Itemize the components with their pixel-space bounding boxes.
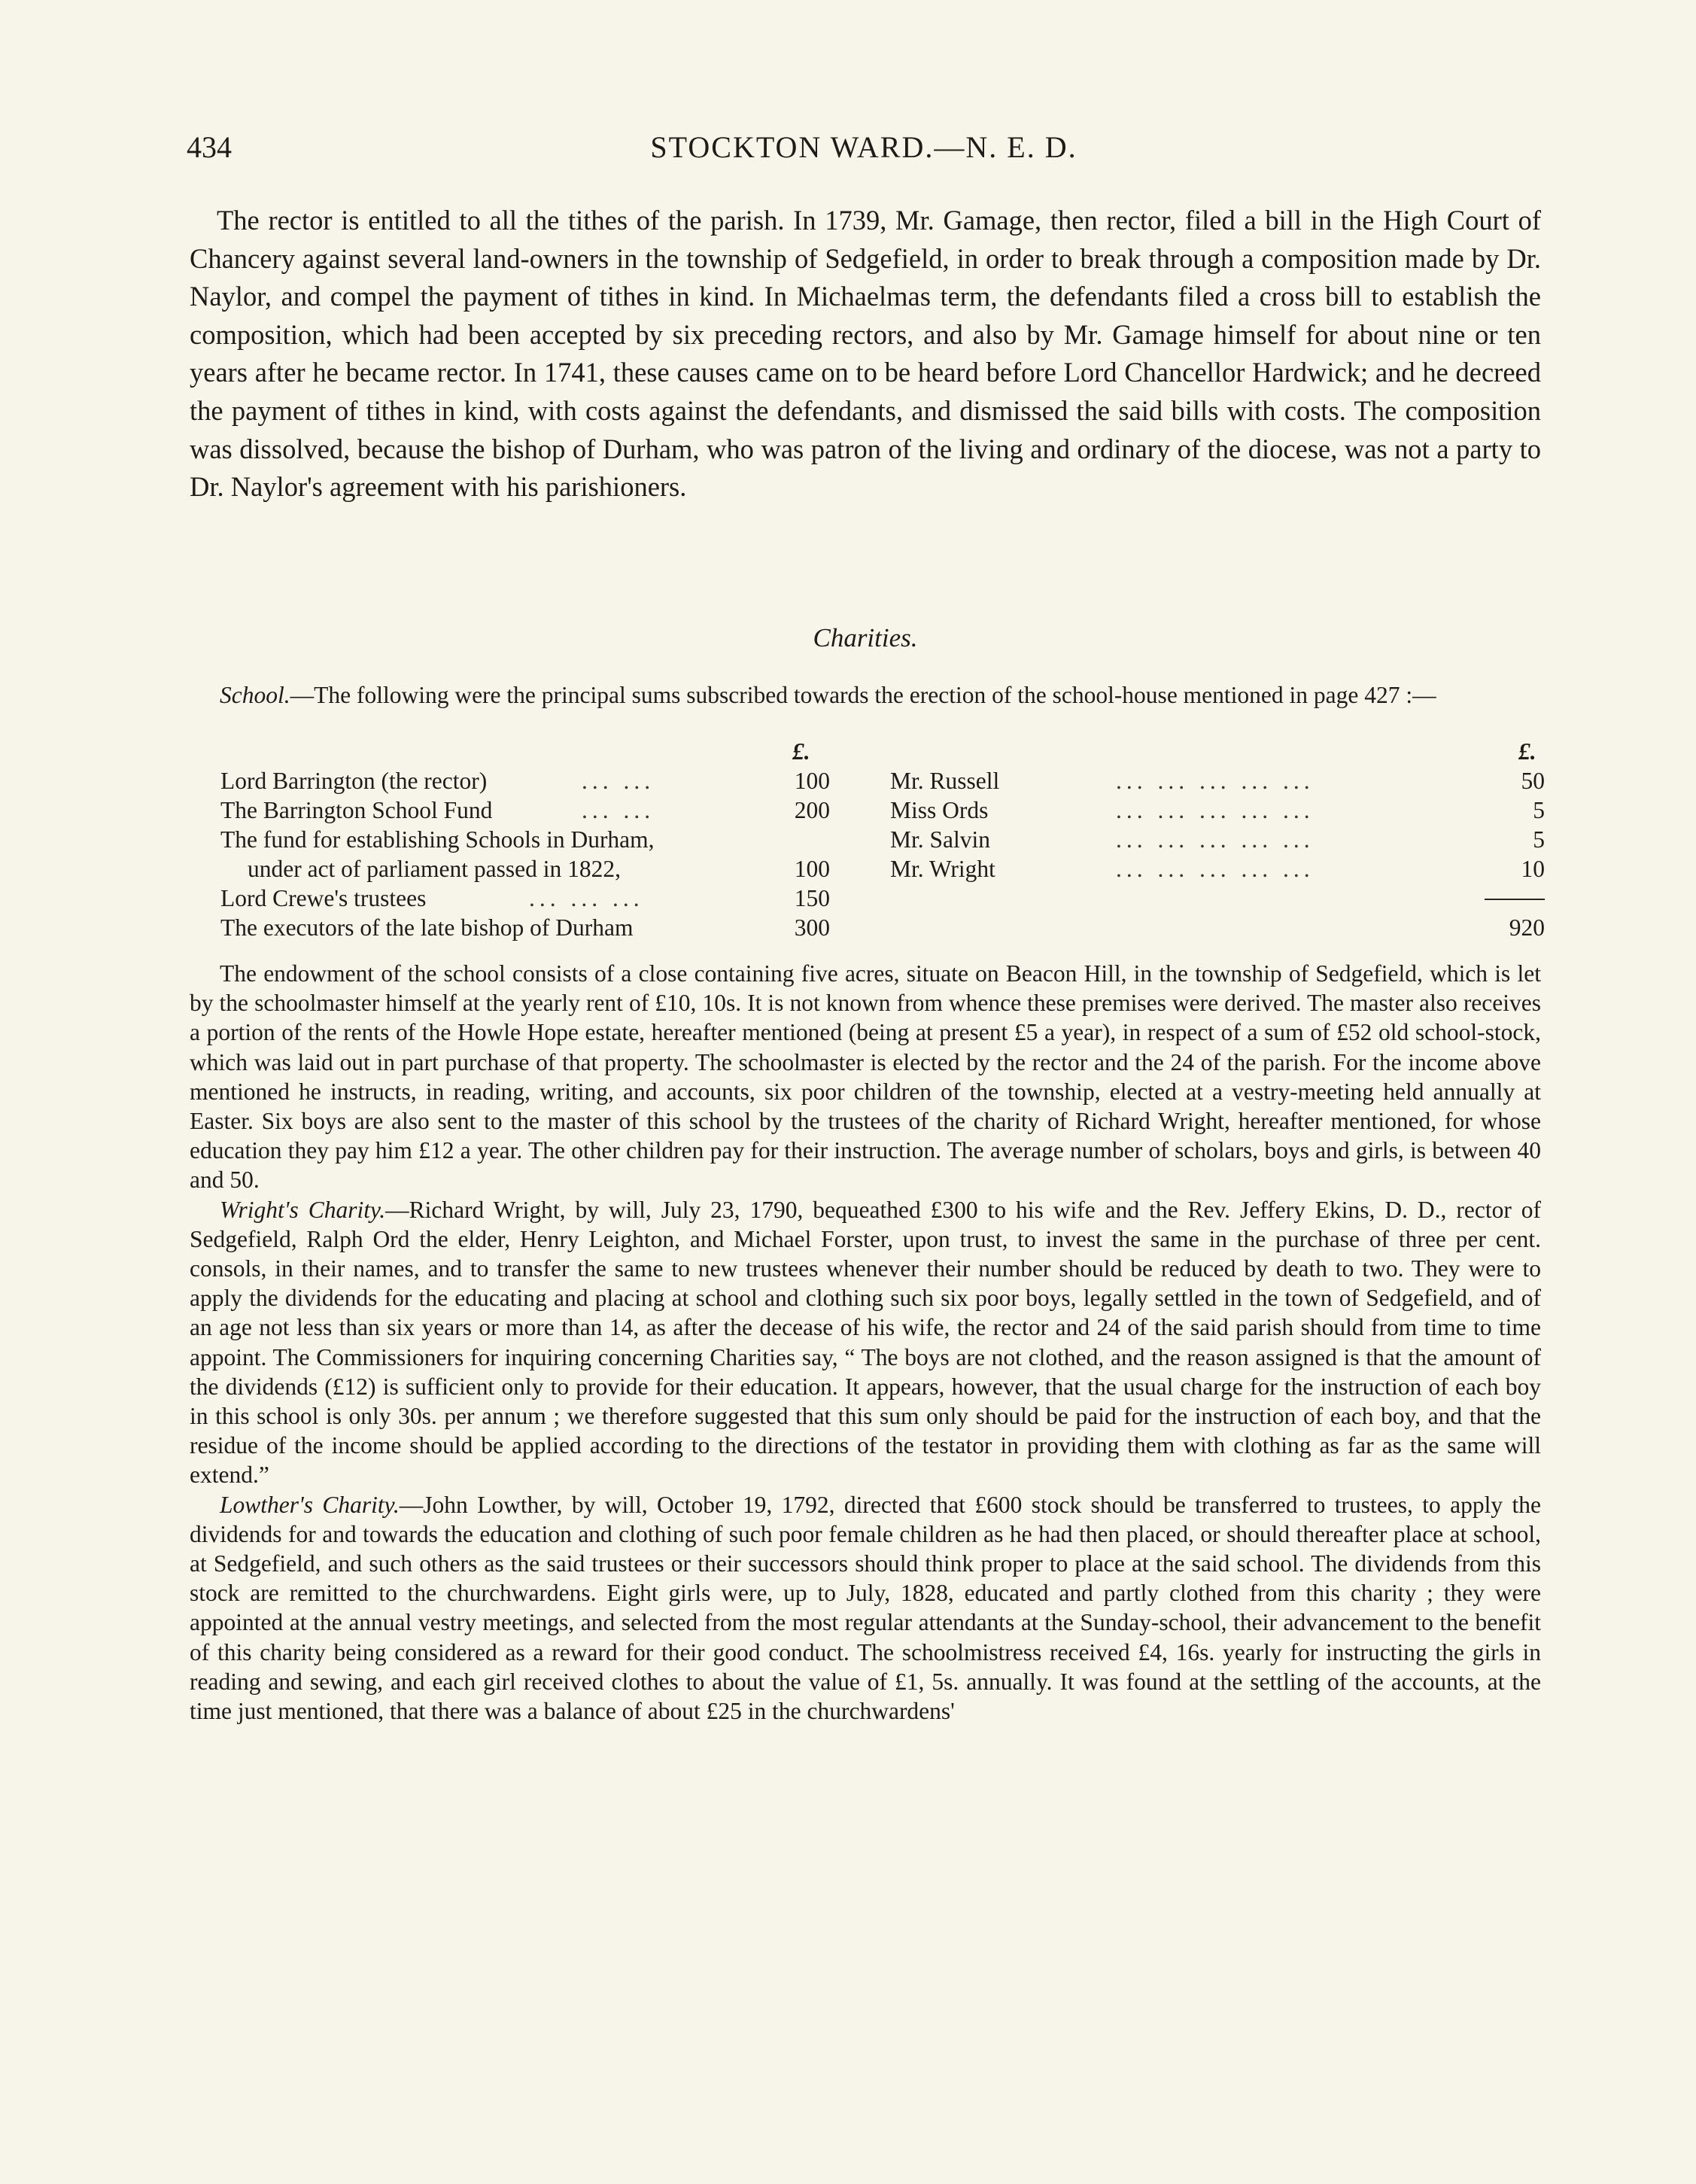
subscriber-name: The fund for establishing Schools in Durham, (220, 826, 655, 853)
subscription-table (220, 738, 1545, 949)
leader-dots: ... ... ... ... ... (1116, 856, 1315, 882)
tithes-paragraph: The rector is entitled to all the tithes of the parish. In 1739, Mr. Gamage, then rector, filed a bill in the High Court of Chancery against several land-owners in the township of Sedgefield, in order to break through a composition made by Dr. Naylor, and compel the payment of tithes in kind. In Michaelmas term, the defendants filed a cross bill to establish the composition, which had been accepted by six preceding rectors, and also by Mr. Gamage himself for about nine or ten years after he became rector. In 1741, these causes came on to be heard before Lord Chancellor Hardwick; and he decreed the payment of tithes in kind, with costs against the defendants, and dismissed the said bills with costs. The composition was dissolved, because the bishop of Durham, who was patron of the living and ordinary of the diocese, was not a party to Dr. Naylor's agreement with his parishioners. (190, 205, 1541, 503)
lowther-text: —John Lowther, by will, October 19, 1792, directed that £600 stock should be transferred to trustees, to apply the dividends for and towards the education and clothing of such poor female children as he had then placed, or should thereafter place at school, at Sedgefield, and such others as the said trustees or their successors should think proper to place at the said school. The dividends from this stock are remitted to the churchwardens. Eight girls were, up to July, 1828, educated and partly clothed from this charity ; they were appointed at the annual vestry meetings, and selected from the most regular attendants at the Sunday-school, their advancement to the benefit of this charity being considered as a reward for their good conduct. The schoolmistress received £4, 16s. yearly for instructing the girls in reading and sewing, and each girl received clothes to about the value of £1, 5s. annually. It was found at the settling of the accounts, at the time just mentioned, that there was a balance of about £25 in the churchwardens' (190, 1491, 1541, 1725)
total-rule (1485, 899, 1545, 900)
wright-charity-paragraph (190, 1195, 1541, 1490)
subscription-amount: 100 (794, 768, 830, 794)
lowther-charity-paragraph (190, 1490, 1541, 1726)
subscription-row (890, 797, 1545, 826)
subscription-amount: 100 (794, 856, 830, 882)
leader-dots: ... ... (582, 768, 655, 794)
subscriber-name: Mr. Salvin (890, 826, 991, 853)
subscription-row (220, 797, 845, 826)
subscription-amount: 300 (794, 914, 830, 941)
subscriber-name: Mr. Wright (890, 856, 995, 882)
subscriber-name: Miss Ords (890, 797, 989, 823)
leader-dots: ... ... ... ... ... (1116, 826, 1315, 853)
currency-header-right: £. (1518, 738, 1536, 765)
charity-paragraphs (190, 959, 1541, 1726)
lowther-lead: Lowther's Charity. (220, 1491, 400, 1518)
school-lead: School. (220, 682, 290, 708)
subscription-row (890, 768, 1545, 797)
page-header (187, 129, 1541, 175)
subscription-amount: 50 (1521, 768, 1545, 794)
subscription-row (890, 856, 1545, 885)
subscriber-name: Mr. Russell (890, 768, 1000, 794)
subscription-amount: 5 (1533, 826, 1545, 853)
subscriber-name: The executors of the late bishop of Durham (220, 914, 634, 941)
subscription-row (220, 914, 845, 944)
subscription-row (220, 856, 845, 885)
subscription-row (220, 885, 845, 914)
wright-text: —Richard Wright, by will, July 23, 1790, bequeathed £300 to his wife and the Rev. Jeffery Ekins, D. D., rector of Sedgefield, Ralph Ord the elder, Henry Leighton, and Michael Forster, upon trust, to invest the same in the purchase of three per cent. consols, in their names, and to transfer the same to new trustees whenever their number should be reduced by death to two. They were to apply the dividends for the educating and placing at school and clothing such six poor boys, legally settled in the town of Sedgefield, and of an age not less than six years or more than 14, as after the decease of his wife, the rector and 24 of the said parish should from time to time appoint. The Commissioners for inquiring concerning Charities say, “ The boys are not clothed, and the reason assigned is that the amount of the dividends (£12) is sufficient only to provide for their education. It appears, however, that the usual charge for the instruction of each boy in this school is only 30s. per annum ; we therefore suggested that this sum only should be paid for the instruction of each boy, and that the residue of the income should be applied according to the directions of the testator in providing them with clothing as far as the same will extend.” (190, 1196, 1541, 1489)
charities-heading: Charities. (813, 623, 918, 652)
tithes-section (190, 202, 1541, 506)
subscription-amount: 10 (1521, 856, 1545, 882)
subscriber-name: The Barrington School Fund (220, 797, 493, 823)
wright-lead: Wright's Charity. (220, 1196, 386, 1223)
subscription-amount: 5 (1533, 797, 1545, 823)
currency-header-left: £. (792, 738, 810, 765)
school-intro (190, 680, 1541, 710)
subscriber-name: under act of parliament passed in 1822, (248, 856, 621, 882)
subscription-amount: 200 (794, 797, 830, 823)
subscription-total: 920 (1509, 914, 1545, 941)
subscription-row (220, 826, 845, 856)
running-head: STOCKTON WARD.—N. E. D. (650, 130, 1077, 164)
leader-dots: ... ... ... (529, 885, 644, 911)
leader-dots: ... ... ... ... ... (1116, 768, 1315, 794)
page-number: 434 (187, 130, 232, 164)
subscriber-name: Lord Barrington (the rector) (220, 768, 488, 794)
subscription-row (890, 826, 1545, 856)
leader-dots: ... ... (582, 797, 655, 823)
leader-dots: ... ... ... ... ... (1116, 797, 1315, 823)
subscription-row (220, 768, 845, 797)
subscription-amount: 150 (794, 885, 830, 911)
subscriber-name: Lord Crewe's trustees (220, 885, 427, 911)
school-intro-text: —The following were the principal sums subscribed towards the erection of the school-house mentioned in page 427 :— (290, 682, 1436, 708)
subscription-total-row (890, 914, 1545, 944)
endowment-paragraph: The endowment of the school consists of a close containing five acres, situate on Beacon Hill, in the township of Sedgefield, which is let by the schoolmaster himself at the yearly rent of £10, 10s. It is not known from whence these premises were derived. The master also receives a portion of the rents of the Howle Hope estate, hereafter mentioned (being at present £5 a year), in respect of a sum of £52 old school-stock, which was laid out in part purchase of that property. The schoolmaster is elected by the rector and the 24 of the parish. For the income above mentioned he instructs, in reading, writing, and accounts, six poor children of the township, elected at a vestry-meeting held annually at Easter. Six boys are also sent to the master of this school by the trustees of the charity of Richard Wright, hereafter mentioned, for whose education they pay him £12 a year. The other children pay for their instruction. The average number of scholars, boys and girls, is between 40 and 50. (190, 960, 1541, 1194)
